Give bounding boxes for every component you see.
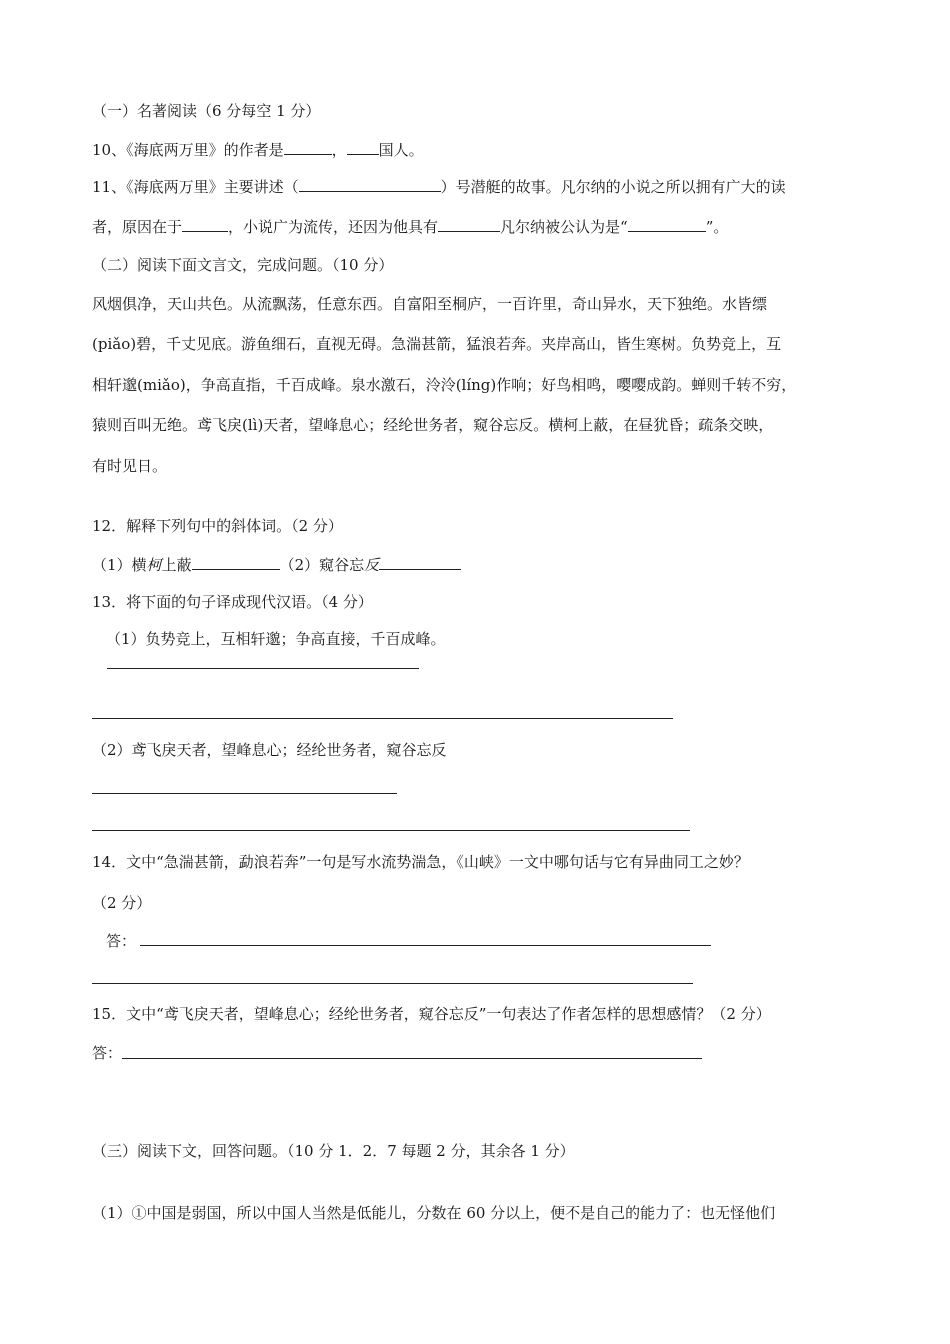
section-heading-classical-chinese: （二）阅读下面文言文，完成问题。（10 分） — [92, 256, 394, 274]
q11-text-e: 凡尔纳被公认为是“ — [500, 218, 628, 236]
question-15-stem: 15．文中“鸢飞戾天者，望峰息心；经纶世务者，窥谷忘反”一句表达了作者怎样的思想感情？（2 分） — [92, 1005, 771, 1023]
question-14-stem: 14．文中“急湍甚箭，勐浪若奔”一句是写水流势湍急，《山峡》一文中哪句话与它有异曲同工之妙？ — [92, 853, 749, 871]
question-10 — [92, 139, 424, 160]
q11-text-f: ”。 — [705, 218, 729, 236]
reading-paragraph-line: （1）①中国是弱国，所以中国人当然是低能儿，分数在 60 分以上，便不是自己的能力了：也无怪他们 — [92, 1204, 776, 1222]
passage-line: 猿则百叫无绝。鸢飞戾(lì)天者，望峰息心；经纶世务者，窥谷忘反。横柯上蔽，在昼犹昏；疏条交映， — [92, 416, 774, 434]
q10-text-a: 10、《海底两万里》的作者是 — [92, 141, 284, 159]
q12-item2-a: （2）窥谷忘 — [279, 556, 365, 574]
question-13-sentence-1: （1）负势竞上，互相轩邈；争高直接，千百成峰。 — [106, 630, 446, 648]
question-14-score: （2 分） — [92, 894, 152, 912]
question-11-line-1 — [92, 176, 786, 197]
question-13-stem: 13．将下面的句子译成现代汉语。（4 分） — [92, 593, 373, 611]
q13-answer-line-2b — [92, 830, 690, 831]
q11-title-blank — [628, 216, 706, 232]
q10-text-b: ， — [331, 141, 347, 159]
q11-reason-blank — [182, 216, 228, 232]
q14-answer-line-2 — [92, 983, 693, 984]
question-13-sentence-2: （2）鸢飞戾天者，望峰息心；经纶世务者，窥谷忘反 — [92, 741, 447, 759]
passage-line: (piǎo)碧，千丈见底。游鱼细石，直视无碍。急湍甚箭，猛浪若奔。夹岸高山，皆生寒树。负势竞上，互 — [92, 335, 782, 353]
q11-text-c: 者，原因在于 — [92, 218, 183, 236]
q11-quality-blank — [438, 216, 500, 232]
q11-submarine-blank — [299, 176, 441, 192]
q11-text-d: ，小说广为流传，还因为他具有 — [228, 218, 439, 236]
passage-line: 相轩邈(miǎo)，争高直指，千百成峰。泉水激石，泠泠(líng)作响；好鸟相鸣，嘤嘤成韵。蝉则千转不穷， — [92, 376, 797, 394]
q15-answer-label: 答： — [92, 1044, 123, 1062]
q12-item1-b: 上蔽 — [161, 556, 192, 574]
q11-text-b: ）号潜艇的故事。凡尔纳的小说之所以拥有广大的读 — [440, 178, 786, 196]
q14-answer-label: 答： — [106, 932, 137, 950]
passage-line: 有时见日。 — [92, 457, 168, 475]
q12-item1-italic-word: 柯 — [146, 556, 162, 574]
section-heading-reading: （三）阅读下文，回答问题。（10 分 1．2．7 每题 2 分，其余各 1 分） — [92, 1142, 575, 1160]
q14-answer-line-1 — [140, 945, 711, 946]
q10-nationality-blank — [347, 139, 379, 155]
question-12-stem: 12．解释下列句中的斜体词。（2 分） — [92, 517, 343, 535]
q13-answer-line-1a — [107, 668, 419, 669]
question-12-items — [92, 554, 461, 575]
q10-text-c: 国人。 — [378, 141, 424, 159]
q13-answer-line-2a — [92, 793, 397, 794]
question-11-line-2 — [92, 216, 728, 237]
q15-answer-line — [122, 1058, 702, 1059]
q10-author-blank — [284, 139, 332, 155]
q13-answer-line-1b — [92, 718, 673, 719]
section-heading-famous-books: （一）名著阅读（6 分每空 1 分） — [92, 102, 321, 120]
q12-item2-blank — [379, 554, 461, 570]
q11-text-a: 11、《海底两万里》主要讲述（ — [92, 178, 299, 196]
q12-item2-italic-word: 反 — [364, 556, 380, 574]
passage-line: 风烟俱净，天山共色。从流飘荡，任意东西。自富阳至桐庐，一百许里，奇山异水，天下独绝。水皆缥 — [92, 295, 768, 313]
q12-item1-a: （1）横 — [92, 556, 147, 574]
q12-item1-blank — [192, 554, 280, 570]
